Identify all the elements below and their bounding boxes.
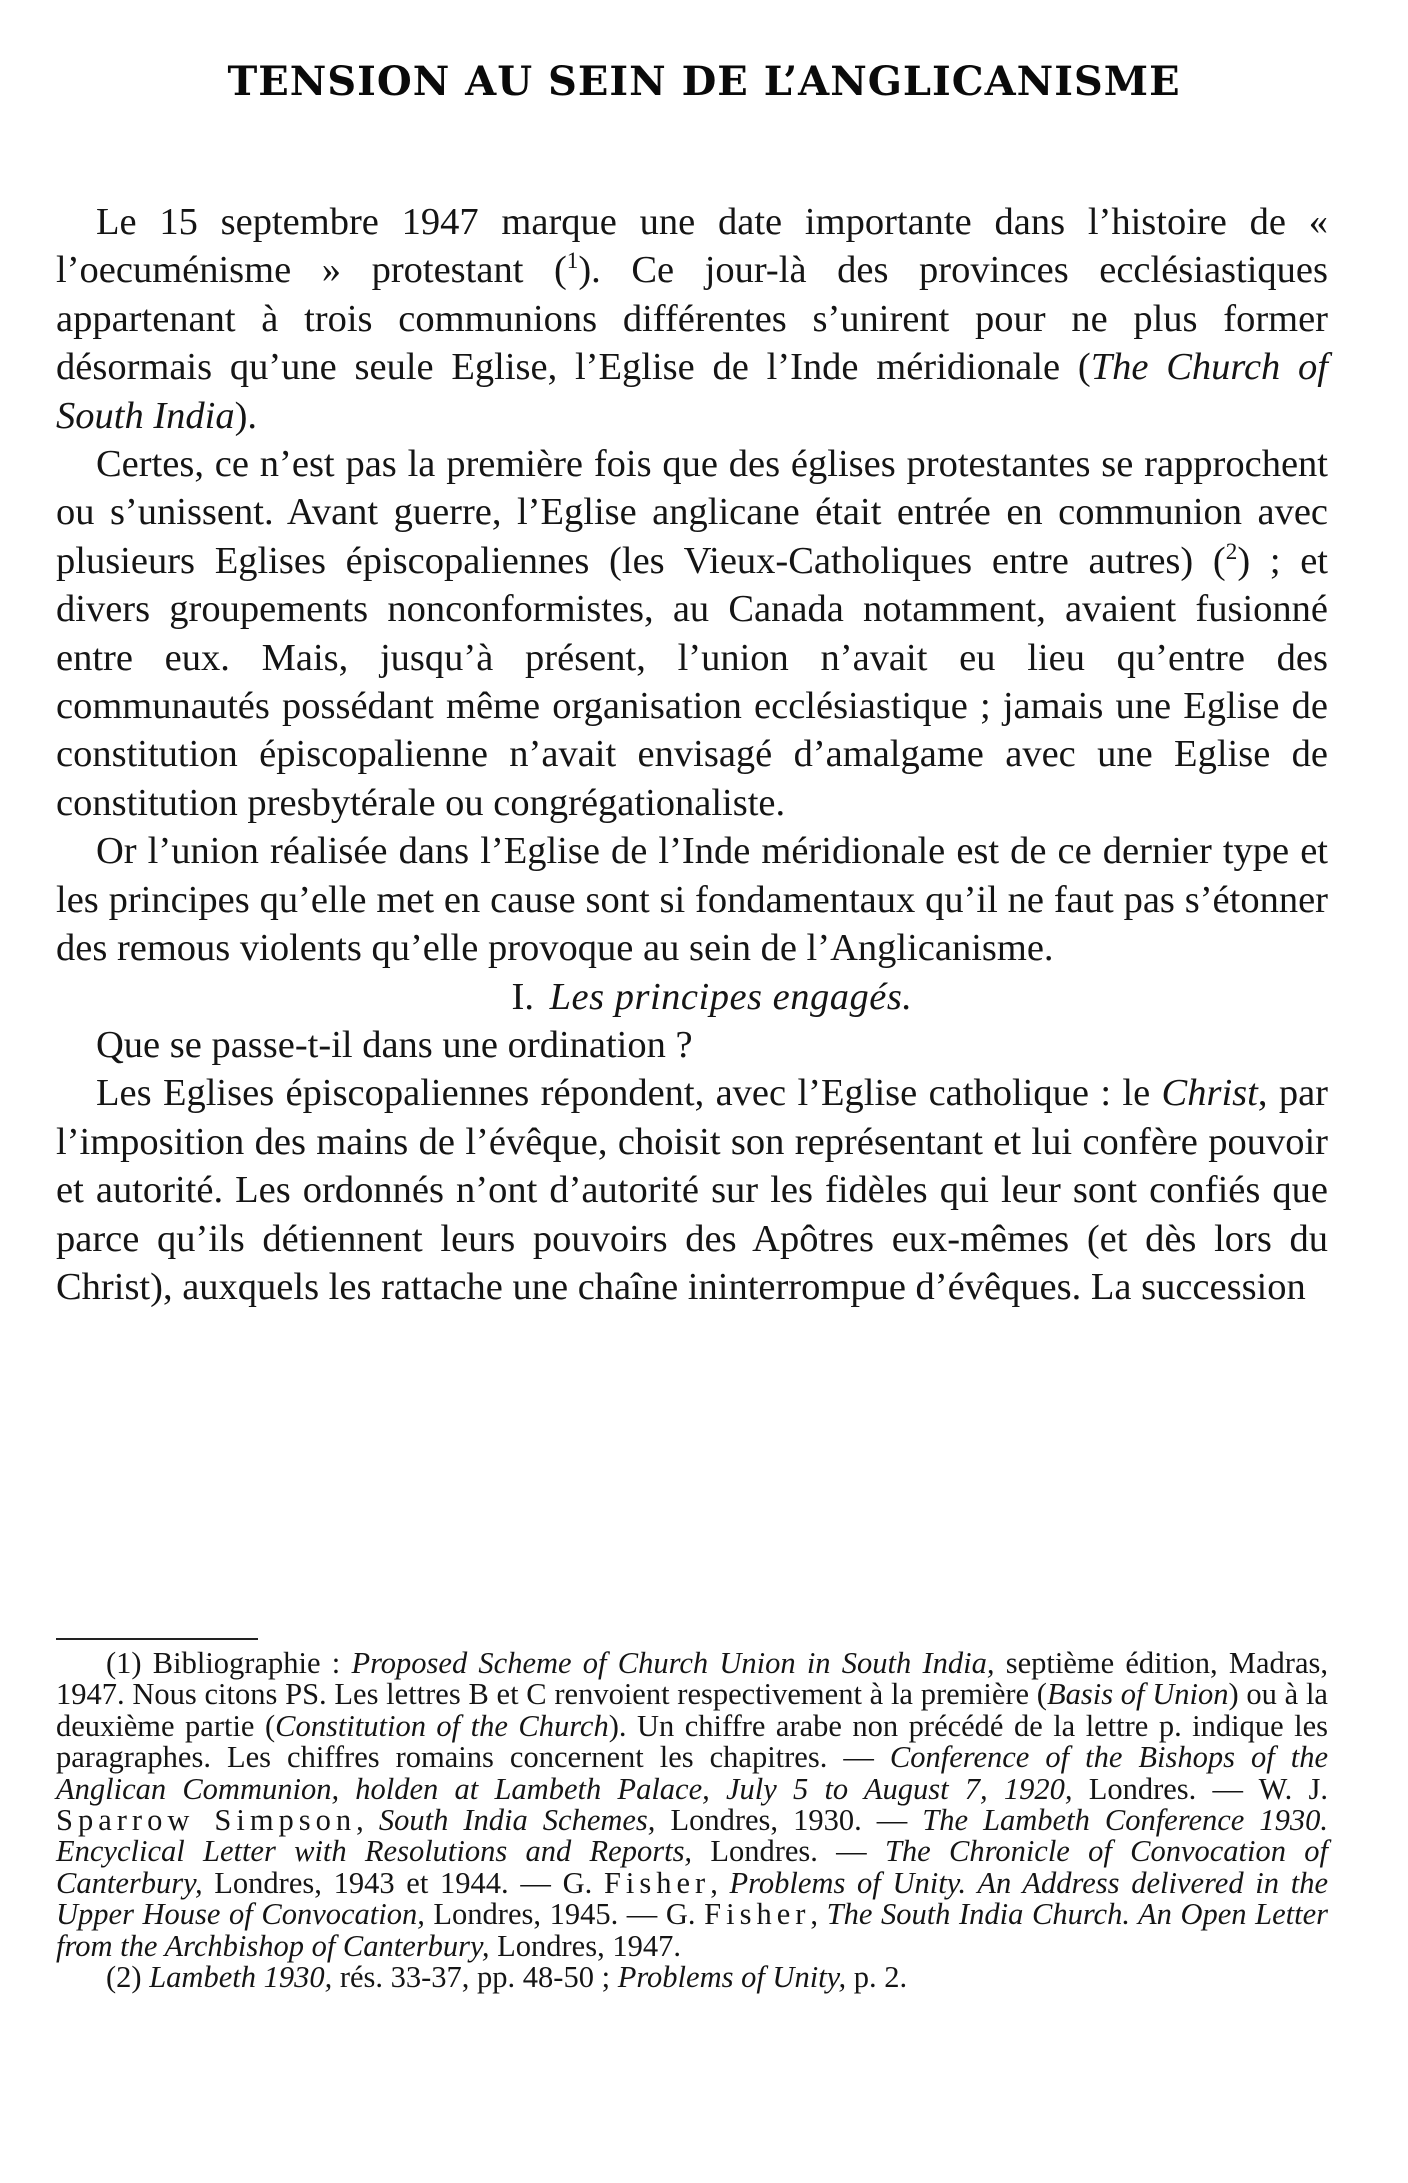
italic-run: The Chronicle of Convocation of Canterbury, xyxy=(56,1834,1328,1900)
text-run: Londres. — xyxy=(692,1834,885,1869)
text-run: septième édition, Madras, 1947. Nous citons PS. Les lettres B et C renvoient respectivement à la première ( xyxy=(56,1646,1328,1712)
text-run: ). xyxy=(234,394,258,437)
section-title: Les principes engagés. xyxy=(549,975,913,1018)
italic-run: South India Schemes, xyxy=(378,1803,656,1838)
footnotes xyxy=(56,1648,1328,1993)
author-name: Fisher xyxy=(704,1897,811,1932)
text-run: ). Ce jour-là des provinces ecclésiastiques appartenant à trois communions différentes s’unirent pour ne plus former désormais qu’une seule Eglise, l’Eglise de l’Inde méridionale ( xyxy=(56,249,1329,389)
footnote-ref: 1 xyxy=(566,247,579,274)
italic-run: Problems of Unity. An Address delivered in the Upper House of Convocation, xyxy=(56,1865,1329,1932)
text-run: , xyxy=(810,1897,827,1932)
italic-run: Conference of the Bishops of the Anglican Communion, holden at Lambeth Palace, July 5 to August 7, 1920, xyxy=(56,1740,1328,1806)
paragraph xyxy=(56,440,1328,827)
paragraph xyxy=(56,1069,1328,1311)
text-run: Londres, 1943 et 1944. — G. xyxy=(202,1865,604,1900)
text-run: Londres. — W. J. xyxy=(1072,1771,1328,1806)
text-run: (2) xyxy=(106,1960,150,1995)
footnote-ref: 2 xyxy=(1225,538,1238,565)
text-run: , xyxy=(710,1865,730,1900)
italic-run: Problems of Unity, xyxy=(617,1960,847,1995)
text-run: Les Eglises épiscopaliennes répondent, avec l’Eglise catholique : le xyxy=(96,1072,1162,1115)
paragraph: Or l’union réalisée dans l’Eglise de l’Inde méridionale est de ce dernier type et les principes qu’elle met en cause sont si fondamentaux qu’il ne faut pas s’étonner des remous violents qu’elle provoque au sein de l’Anglicanisme. xyxy=(56,830,1328,970)
text-run: Londres, 1947. xyxy=(489,1928,681,1963)
italic-run: Proposed Scheme of Church Union in South India, xyxy=(351,1646,995,1680)
italic-run: Lambeth 1930, xyxy=(149,1960,333,1995)
text-run: , xyxy=(356,1803,379,1838)
italic-run: The Lambeth Conference 1930. Encyclical Letter with Resolutions and Reports, xyxy=(56,1803,1328,1869)
italic-run: The South India Church. An Open Letter from the Archbishop of Canterbury, xyxy=(56,1897,1328,1963)
section-number: I. xyxy=(511,975,534,1018)
body-text xyxy=(56,198,1328,1311)
footnote-2 xyxy=(56,1962,1328,1993)
text-run: Londres, 1930. — xyxy=(655,1803,923,1838)
text-run: , par l’imposition des mains de l’évêque, choisit son représentant et lui confère pouvoir et autorité. Les ordonnés n’ont d’autorité sur les fidèles qui leur sont confiés que parce qu’ils détiennent leurs pouvoirs des Apôtres eux-mêmes (et dès lors du Christ), auxquels les rattache une chaîne ininterrompue d’évêques. La succession xyxy=(56,1072,1328,1308)
text-run: Londres, 1945. — G. xyxy=(424,1897,705,1932)
italic-run: Basis of Union xyxy=(1046,1677,1229,1712)
text-run: Le 15 septembre 1947 marque une date importante dans l’histoire de « l’oecuménisme » protestant ( xyxy=(56,201,1328,292)
italic-run: Constitution of the Church xyxy=(275,1708,609,1743)
text-run: Certes, ce n’est pas la première fois que des églises protestantes se rapprochent ou s’unissent. Avant guerre, l’Eglise anglicane était entrée en communion avec plusieurs Eglises épiscopaliennes (les Vieux-Catholiques entre autres) ( xyxy=(56,443,1328,582)
text-run: rés. 33-37, pp. 48-50 ; xyxy=(332,1960,618,1995)
article-title: TENSION AU SEIN DE L’ANGLICANISME xyxy=(227,58,1181,105)
text-run: ) ou à la deuxième partie ( xyxy=(56,1677,1328,1743)
italic-word: Christ xyxy=(1161,1072,1258,1115)
footnote-1 xyxy=(56,1648,1328,1962)
text-run: ) ; et divers groupements nonconformistes, au Canada notamment, avaient fusionné entre eux. Mais, jusqu’à présent, l’union n’avait eu lieu qu’entre des communautés possédant même organisation ecclésiastique ; jamais une Eglise de constitution épiscopalienne n’avait envisagé d’amalgame avec une Eglise de constitution presbytérale ou congrégationaliste. xyxy=(56,539,1328,824)
paragraph: Que se passe-t-il dans une ordination ? xyxy=(96,1023,693,1066)
paragraph xyxy=(56,198,1328,440)
italic-title: The Church of South India xyxy=(56,346,1328,437)
author-name: Sparrow Simpson xyxy=(56,1803,357,1838)
footnote-divider xyxy=(56,1638,258,1640)
author-name: Fisher xyxy=(603,1865,711,1900)
text-run: ). Un chiffre arabe non précédé de la lettre p. indique les paragraphes. Les chiffres romains concernent les chapitres. — xyxy=(56,1708,1329,1775)
text-run: p. 2. xyxy=(846,1960,908,1995)
text-run: (1) Bibliographie : xyxy=(106,1646,352,1680)
section-heading xyxy=(56,973,1328,1021)
